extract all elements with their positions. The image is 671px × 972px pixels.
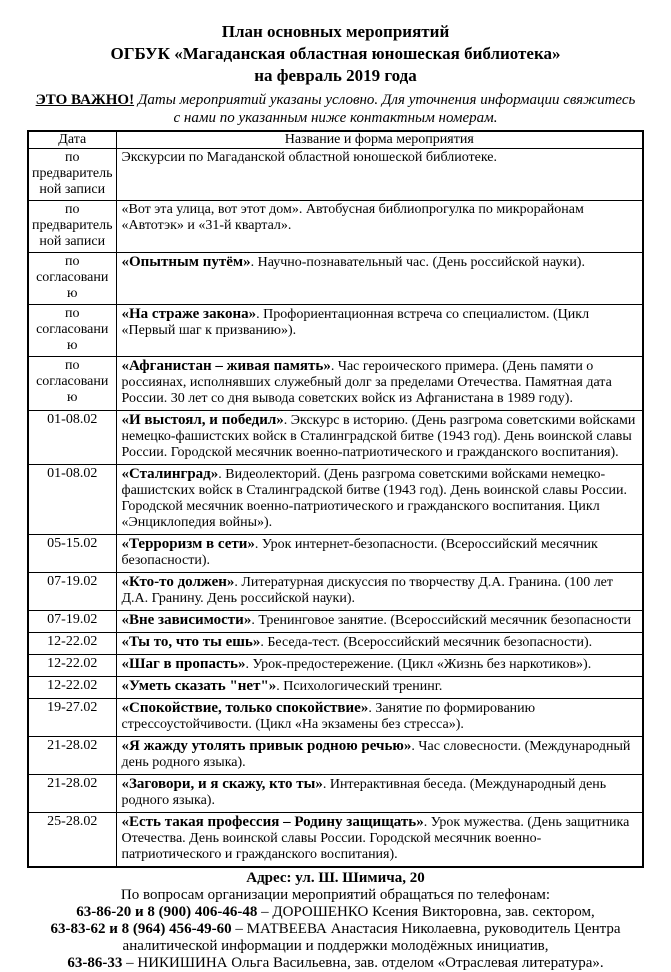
event-title: «Спокойствие, только спокойствие» <box>121 700 369 716</box>
event-text: «Вот эта улица, вот этот дом». Автобусная библиопрогулка по микрорайонам «Автотэк» и «31-й квартал». <box>121 202 584 233</box>
event-date: 12-22.02 <box>28 633 116 655</box>
notice-label: ЭТО ВАЖНО! <box>35 92 135 108</box>
event-text: . Профориентационная встреча со специалистом. (Цикл «Первый шаг к призванию»). <box>121 307 590 338</box>
event-date: 21-28.02 <box>28 737 116 775</box>
contact-person: – МАТВЕЕВА Анастасия Николаевна, руководитель Центра аналитической информации и поддержки молодёжных инициатив, <box>122 921 621 954</box>
event-text: . Урок интернет-безопасности. (Всероссийский месячник безопасности). <box>121 537 598 568</box>
event-title: «Заговори, и я скажу, кто ты» <box>121 776 323 792</box>
table-header-date: Дата <box>28 131 116 149</box>
event-date: 05-15.02 <box>28 535 116 573</box>
page-title-line-3: на февраль 2019 года <box>254 66 417 85</box>
event-text: . Тренинговое занятие. (Всероссийский месячник безопасности <box>251 613 631 628</box>
table-row <box>28 677 643 699</box>
event-description <box>116 737 643 775</box>
notice-text: Даты мероприятий указаны условно. Для уточнения информации свяжитесь с нами по указанным ниже контактным номерам. <box>134 92 636 126</box>
event-date: по предварительной записи <box>28 149 116 201</box>
event-description <box>116 813 643 868</box>
contact-phone: 63-86-20 и 8 (900) 406-46-48 <box>76 904 258 920</box>
event-text: . Литературная дискуссия по творчеству Д.А. Гранина. (100 лет Д.А. Гранину. День российской науки). <box>121 575 614 606</box>
events-table <box>27 130 644 868</box>
event-description <box>116 633 643 655</box>
table-row <box>28 357 643 411</box>
event-title: «Шаг в пропасть» <box>121 656 246 672</box>
event-description <box>116 677 643 699</box>
event-text: . Урок-предостережение. (Цикл «Жизнь без наркотиков»). <box>245 657 592 672</box>
contact-line <box>36 955 636 972</box>
event-title: «Кто-то должен» <box>121 574 235 590</box>
event-description <box>116 201 643 253</box>
table-row <box>28 699 643 737</box>
event-text: . Час словесности. (Международный день родного языка). <box>121 739 631 770</box>
event-description <box>116 465 643 535</box>
event-title: «Ты то, что ты ешь» <box>121 634 261 650</box>
event-title: «Я жажду утолять привык родною речью» <box>121 738 412 754</box>
event-description <box>116 535 643 573</box>
event-description <box>116 149 643 201</box>
events-table-body <box>28 149 643 868</box>
event-date: по согласованию <box>28 253 116 305</box>
event-title: «И выстоял, и победил» <box>121 412 284 428</box>
event-description <box>116 775 643 813</box>
table-row <box>28 655 643 677</box>
event-title: «Вне зависимости» <box>121 612 252 628</box>
event-title: «Уметь сказать "нет"» <box>121 678 277 694</box>
event-description <box>116 305 643 357</box>
event-text: . Интерактивная беседа. (Международный день родного языка). <box>121 777 607 808</box>
table-header-row <box>28 131 643 149</box>
table-row <box>28 633 643 655</box>
event-text: . Научно-познавательный час. (День российской науки). <box>250 255 585 270</box>
event-description <box>116 411 643 465</box>
table-row <box>28 411 643 465</box>
contact-line <box>36 904 636 921</box>
event-date: 12-22.02 <box>28 677 116 699</box>
event-title: «Опытным путём» <box>121 254 251 270</box>
event-title: «Есть такая профессия – Родину защищать» <box>121 814 424 830</box>
page-title-line-1: План основных мероприятий <box>221 22 450 41</box>
event-description <box>116 655 643 677</box>
table-row <box>28 775 643 813</box>
table-row <box>28 201 643 253</box>
table-row <box>28 535 643 573</box>
event-title: «Афганистан – живая память» <box>121 358 331 374</box>
event-date: 07-19.02 <box>28 573 116 611</box>
event-date: 01-08.02 <box>28 465 116 535</box>
contact-phone: 63-83-62 и 8 (964) 456-49-60 <box>50 921 232 937</box>
event-text: . Видеолекторий. (День разгрома советскими войсками немецко-фашистских войск в Сталинградской битве (1943 год). День воинской славы России. Городской месячник военно-патриотического и гражданского воспитания. Цикл «Энциклопедия войны»). <box>121 467 627 530</box>
event-text: . Урок мужества. (День защитника Отечества. День воинской славы России. Городской месячник военно-патриотического и гражданского воспитания). <box>121 815 630 862</box>
contact-person: – НИКИШИНА Ольга Васильевна, зав. отделом «Отраслевая литература». <box>122 955 604 971</box>
table-row <box>28 465 643 535</box>
event-date: 01-08.02 <box>28 411 116 465</box>
page-title-line-2: ОГБУК «Магаданская областная юношеская библиотека» <box>110 44 561 63</box>
event-description <box>116 699 643 737</box>
page-title <box>0 21 671 87</box>
contact-person: – ДОРОШЕНКО Ксения Викторовна, зав. сектором, <box>257 904 595 920</box>
event-text: Экскурсии по Магаданской областной юношеской библиотеке. <box>121 150 498 165</box>
event-description <box>116 573 643 611</box>
event-text: . Занятие по формированию стрессоустойчивости. (Цикл «На экзамены без стресса»). <box>121 701 536 732</box>
event-date: 19-27.02 <box>28 699 116 737</box>
table-row <box>28 573 643 611</box>
event-text: . Час героического примера. (День памяти о россиянах, исполнявших служебный долг за пределами Отечества. Памятная дата России. 30 лет со дня вывода советских войск из Афганистана в 1989 году). <box>121 359 612 406</box>
event-description <box>116 253 643 305</box>
contact-phone: 63-86-33 <box>67 955 123 971</box>
event-title: «Терроризм в сети» <box>121 536 255 552</box>
table-row <box>28 253 643 305</box>
table-header-event: Название и форма мероприятия <box>116 131 643 149</box>
footer <box>36 870 636 972</box>
event-text: . Психологический тренинг. <box>276 679 443 694</box>
event-date: по согласованию <box>28 305 116 357</box>
event-title: «Сталинград» <box>121 466 219 482</box>
table-row <box>28 149 643 201</box>
table-row <box>28 611 643 633</box>
event-text: . Беседа-тест. (Всероссийский месячник безопасности). <box>260 635 593 650</box>
event-date: по предварительной записи <box>28 201 116 253</box>
event-date: 12-22.02 <box>28 655 116 677</box>
event-date: 25-28.02 <box>28 813 116 868</box>
table-row <box>28 737 643 775</box>
table-row <box>28 813 643 868</box>
event-text: . Экскурс в историю. (День разгрома советскими войсками немецко-фашистских войск в Сталинградской битве (1943 год). День воинской славы России. Городской месячник военно-патриотического и гражданского воспитания). <box>121 413 636 460</box>
event-description <box>116 357 643 411</box>
event-date: 21-28.02 <box>28 775 116 813</box>
important-notice <box>32 91 640 127</box>
address-line: Адрес: ул. Ш. Шимича, 20 <box>246 870 425 886</box>
event-date: по согласованию <box>28 357 116 411</box>
event-description <box>116 611 643 633</box>
event-date: 07-19.02 <box>28 611 116 633</box>
phones-intro: По вопросам организации мероприятий обращаться по телефонам: <box>120 887 551 903</box>
event-title: «На страже закона» <box>121 306 257 322</box>
contact-line <box>36 921 636 955</box>
table-row <box>28 305 643 357</box>
